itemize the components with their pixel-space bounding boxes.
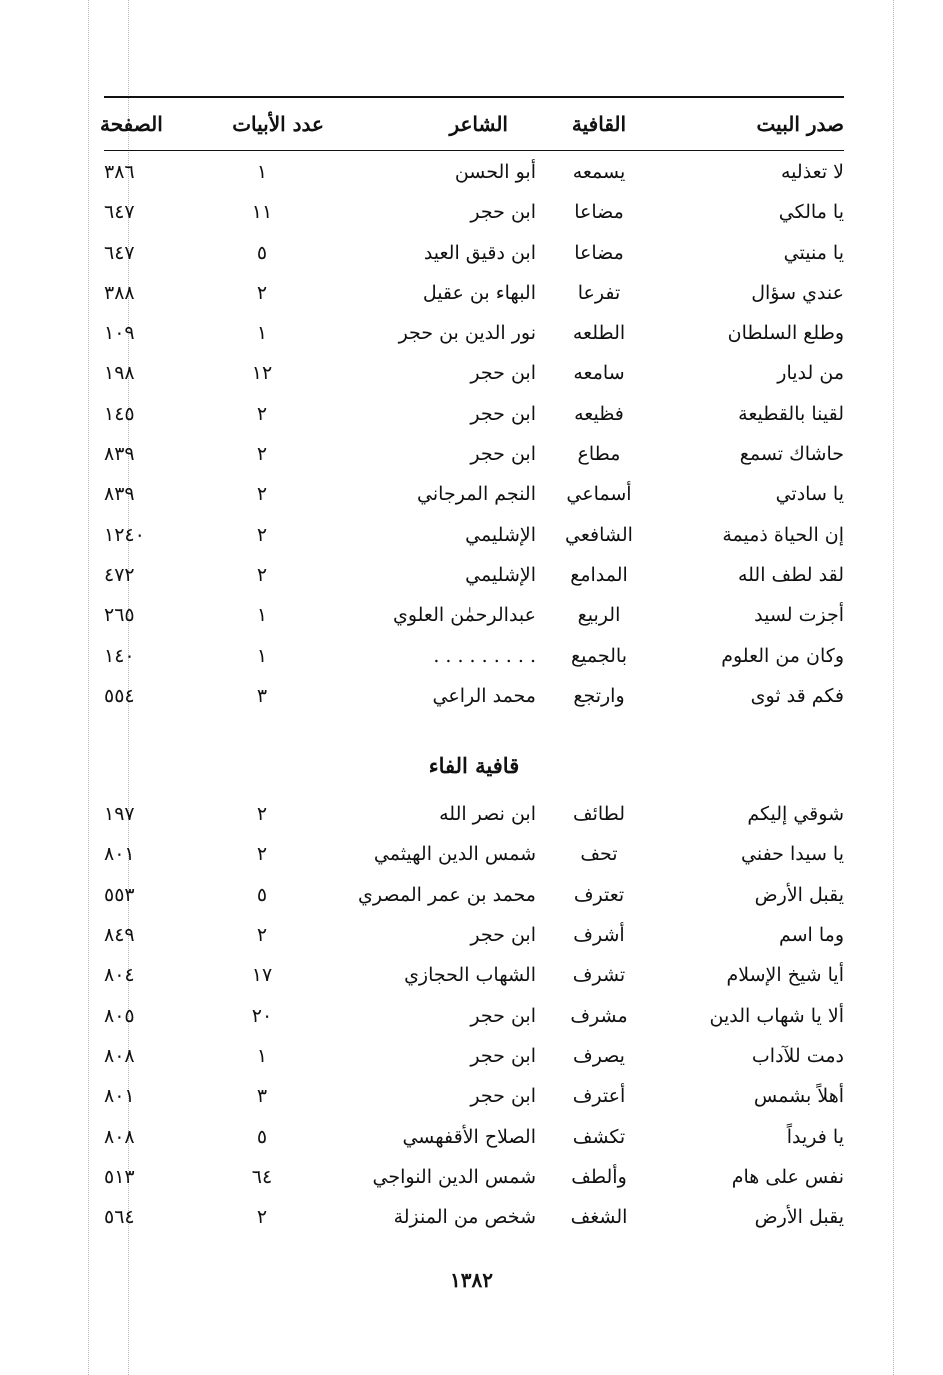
cell-shaer: الصلاح الأقفهسي bbox=[402, 1125, 536, 1148]
cell-page: ٥٥٤ bbox=[104, 684, 135, 707]
cell-page: ٨٠٨ bbox=[104, 1125, 135, 1148]
cell-shaer: البهاء بن عقيل bbox=[422, 281, 536, 304]
cell-sadr: يقبل الأرض bbox=[754, 1206, 844, 1229]
cell-shaer: أبو الحسن bbox=[454, 161, 536, 183]
cell-qafiya: أشرف bbox=[573, 924, 625, 947]
header-qafiya: القافية bbox=[571, 112, 627, 136]
cell-qafiya: الربيع bbox=[577, 604, 621, 627]
cell-qafiya: تكشف bbox=[572, 1125, 626, 1148]
cell-page: ٦٤٧ bbox=[104, 241, 135, 264]
cell-shaer: ابن حجر bbox=[470, 402, 536, 425]
cell-count: ١٢ bbox=[251, 362, 273, 385]
table-row bbox=[104, 554, 844, 594]
table-row bbox=[104, 191, 844, 231]
cell-count: ٢ bbox=[256, 563, 268, 586]
table-row bbox=[104, 312, 844, 352]
cell-shaer: شمس الدين الهيثمي bbox=[373, 843, 536, 866]
cell-qafiya: تشرف bbox=[572, 964, 626, 987]
cell-page: ٨٤٩ bbox=[104, 924, 135, 947]
cell-count: ١ bbox=[256, 161, 268, 183]
table-row bbox=[104, 635, 844, 675]
cell-count: ٢ bbox=[256, 281, 268, 304]
cell-page: ٣٨٨ bbox=[104, 281, 135, 304]
cell-count: ١ bbox=[256, 322, 268, 345]
cell-sadr: نفس على هام bbox=[731, 1165, 844, 1188]
cell-page: ١٤٥ bbox=[104, 402, 135, 425]
cell-count: ٢ bbox=[256, 803, 268, 826]
cell-count: ٢ bbox=[256, 483, 268, 506]
cell-sadr: حاشاك تسمع bbox=[739, 443, 844, 466]
cell-page: ٣٨٦ bbox=[104, 161, 135, 183]
cell-count: ٢ bbox=[256, 1206, 268, 1229]
cell-qafiya: مضاعا bbox=[574, 201, 624, 224]
header-page: الصفحة bbox=[100, 112, 163, 136]
table-row bbox=[104, 1035, 844, 1075]
cell-page: ٥١٣ bbox=[104, 1165, 135, 1188]
cell-qafiya: تحف bbox=[580, 843, 618, 866]
cell-qafiya: مشرف bbox=[570, 1004, 628, 1027]
table-row bbox=[104, 1196, 844, 1236]
cell-page: ١٠٩ bbox=[104, 322, 135, 345]
cell-shaer: ابن حجر bbox=[470, 443, 536, 466]
cell-qafiya: المدامع bbox=[570, 563, 628, 586]
cell-count: ٢ bbox=[256, 924, 268, 947]
cell-count: ١١ bbox=[251, 201, 273, 224]
cell-shaer: ابن حجر bbox=[470, 1085, 536, 1108]
cell-shaer: الشهاب الحجازي bbox=[404, 964, 536, 987]
cell-sadr: دمت للآداب bbox=[751, 1044, 844, 1067]
cell-sadr: لا تعذليه bbox=[780, 161, 844, 183]
cell-page: ٨٠٥ bbox=[104, 1004, 135, 1027]
table-row bbox=[104, 1075, 844, 1115]
section-title-text: قافية الفاء bbox=[428, 753, 520, 779]
cell-qafiya: بالجميع bbox=[571, 644, 627, 667]
cell-count: ٥ bbox=[256, 1125, 268, 1148]
cell-shaer: محمد الراعي bbox=[432, 684, 536, 707]
cell-qafiya: أعترف bbox=[572, 1085, 626, 1108]
table-row bbox=[104, 594, 844, 634]
cell-count: ١ bbox=[256, 644, 268, 667]
cell-page: ٤٧٢ bbox=[104, 563, 135, 586]
table-row bbox=[104, 954, 844, 994]
cell-qafiya: سامعه bbox=[573, 362, 625, 385]
cell-shaer: الإشليمي bbox=[465, 523, 536, 546]
cell-page: ٨٠٨ bbox=[104, 1044, 135, 1067]
cell-count: ٢ bbox=[256, 523, 268, 546]
cell-sadr: يا سيدا حفني bbox=[741, 843, 844, 866]
header-sadr: صدر البيت bbox=[756, 112, 844, 136]
cell-qafiya: الشافعي bbox=[565, 523, 633, 546]
cell-qafiya: وألطف bbox=[571, 1165, 627, 1188]
cell-count: ٢٠ bbox=[251, 1004, 273, 1027]
cell-count: ٣ bbox=[256, 684, 268, 707]
cell-sadr: شوقي إليكم bbox=[747, 803, 844, 826]
cell-shaer: محمد بن عمر المصري bbox=[358, 883, 536, 906]
cell-shaer: ابن حجر bbox=[470, 362, 536, 385]
cell-shaer: ابن نصر الله bbox=[439, 803, 536, 826]
header-count: عدد الأبيات bbox=[232, 112, 324, 136]
cell-page: ٨٣٩ bbox=[104, 483, 135, 506]
table-row bbox=[104, 352, 844, 392]
rows-group-a bbox=[104, 151, 844, 715]
cell-page: ١٩٨ bbox=[104, 362, 135, 385]
scan-guide-left bbox=[88, 0, 89, 1375]
cell-count: ٥ bbox=[256, 241, 268, 264]
cell-page: ٥٥٣ bbox=[104, 883, 135, 906]
cell-sadr: يا مالكي bbox=[778, 201, 844, 224]
cell-sadr: لقينا بالقطيعة bbox=[738, 402, 844, 425]
cell-qafiya: الشغف bbox=[570, 1206, 628, 1229]
table-row bbox=[104, 514, 844, 554]
cell-qafiya: يصرف bbox=[573, 1044, 625, 1067]
table-row bbox=[104, 232, 844, 272]
section-title bbox=[104, 715, 844, 793]
table-row bbox=[104, 675, 844, 715]
cell-qafiya: تعترف bbox=[573, 883, 625, 906]
cell-count: ٦٤ bbox=[251, 1165, 273, 1188]
cell-sadr: لقد لطف الله bbox=[737, 563, 844, 586]
cell-count: ٥ bbox=[256, 883, 268, 906]
table-row bbox=[104, 1156, 844, 1196]
cell-page: ١٤٠ bbox=[104, 644, 135, 667]
table-row bbox=[104, 793, 844, 833]
cell-count: ١ bbox=[256, 604, 268, 627]
cell-shaer: ابن حجر bbox=[470, 1004, 536, 1027]
header-shaer: الشاعر bbox=[449, 112, 508, 136]
table-row bbox=[104, 874, 844, 914]
cell-qafiya: يسمعه bbox=[572, 161, 626, 183]
cell-sadr: يا منيتي bbox=[783, 241, 844, 264]
cell-shaer: نور الدين بن حجر bbox=[398, 322, 536, 345]
cell-qafiya: لطائف bbox=[572, 803, 626, 826]
cell-page: ٨٠١ bbox=[104, 1085, 135, 1108]
cell-page: ٨٣٩ bbox=[104, 443, 135, 466]
table-row bbox=[104, 833, 844, 873]
rows-group-b bbox=[104, 793, 844, 1236]
cell-page: ٥٦٤ bbox=[104, 1206, 135, 1229]
cell-sadr: ألا يا شهاب الدين bbox=[709, 1004, 844, 1027]
cell-sadr: يقبل الأرض bbox=[754, 883, 844, 906]
cell-shaer: . . . . . . . . . bbox=[433, 644, 536, 667]
cell-shaer: عبدالرحمٰن العلوي bbox=[392, 604, 536, 627]
cell-sadr: وما اسم bbox=[778, 924, 844, 947]
cell-qafiya: مطاع bbox=[577, 443, 621, 466]
cell-page: ٨٠٤ bbox=[104, 964, 135, 987]
table-row bbox=[104, 433, 844, 473]
table-header bbox=[100, 98, 844, 151]
cell-count: ٢ bbox=[256, 443, 268, 466]
cell-count: ١ bbox=[256, 1044, 268, 1067]
cell-sadr: من لديار bbox=[777, 362, 844, 385]
cell-page: ٦٤٧ bbox=[104, 201, 135, 224]
cell-qafiya: الطلعه bbox=[572, 322, 626, 345]
cell-sadr: وطلع السلطان bbox=[727, 322, 844, 345]
page-number: ١٣٨٢ bbox=[450, 1268, 493, 1292]
cell-shaer: ابن حجر bbox=[470, 201, 536, 224]
cell-sadr: عندي سؤال bbox=[751, 281, 844, 304]
cell-qafiya: وارتجع bbox=[573, 684, 625, 707]
cell-page: ٨٠١ bbox=[104, 843, 135, 866]
cell-shaer: ابن حجر bbox=[470, 924, 536, 947]
scan-guide-right bbox=[893, 0, 894, 1375]
cell-shaer: الإشليمي bbox=[465, 563, 536, 586]
table-row bbox=[104, 393, 844, 433]
table-row bbox=[104, 272, 844, 312]
cell-shaer: ابن حجر bbox=[470, 1044, 536, 1067]
cell-page: ١٢٤٠ bbox=[104, 523, 145, 546]
cell-qafiya: فظيعه bbox=[574, 402, 624, 425]
cell-sadr: وكان من العلوم bbox=[721, 644, 844, 667]
table-row bbox=[104, 1116, 844, 1156]
cell-shaer: ابن دقيق العيد bbox=[423, 241, 536, 264]
table-row bbox=[104, 473, 844, 513]
cell-count: ١٧ bbox=[251, 964, 273, 987]
cell-shaer: النجم المرجاني bbox=[417, 483, 536, 506]
cell-page: ١٩٧ bbox=[104, 803, 135, 826]
cell-qafiya: مضاعا bbox=[574, 241, 624, 264]
cell-qafiya: أسماعي bbox=[566, 483, 632, 506]
table-row bbox=[104, 995, 844, 1035]
cell-sadr: أجزت لسيد bbox=[754, 604, 844, 627]
cell-page: ٢٦٥ bbox=[104, 604, 135, 627]
cell-qafiya: تفرعا bbox=[577, 281, 621, 304]
table-row bbox=[104, 151, 844, 191]
cell-count: ٢ bbox=[256, 402, 268, 425]
table-row bbox=[104, 914, 844, 954]
cell-shaer: شخص من المنزلة bbox=[393, 1206, 536, 1229]
cell-sadr: إن الحياة ذميمة bbox=[722, 523, 844, 546]
cell-sadr: يا سادتي bbox=[775, 483, 844, 506]
cell-sadr: فكم قد ثوى bbox=[750, 684, 844, 707]
cell-count: ٣ bbox=[256, 1085, 268, 1108]
cell-sadr: أهلاً بشمس bbox=[753, 1085, 844, 1108]
index-table bbox=[100, 96, 844, 1236]
cell-shaer: شمس الدين النواجي bbox=[372, 1165, 536, 1188]
cell-sadr: يا فريداً bbox=[786, 1125, 844, 1148]
cell-count: ٢ bbox=[256, 843, 268, 866]
cell-sadr: أيا شيخ الإسلام bbox=[726, 964, 844, 987]
